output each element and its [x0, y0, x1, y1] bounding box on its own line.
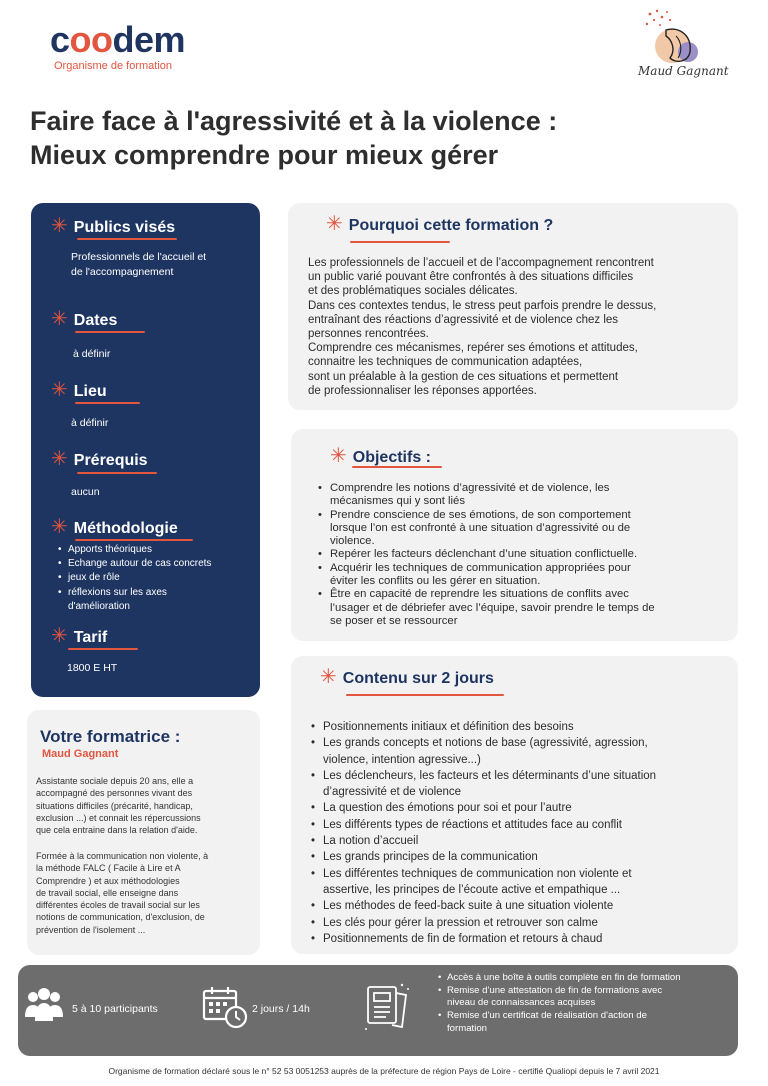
methodologie-heading: ✳ Méthodologie	[51, 516, 178, 538]
partner-name: Maud Gagnant	[638, 64, 729, 78]
heading-underline	[75, 539, 193, 541]
list-item: • Prendre conscience de ses émotions, de son comportement lorsque l’on est confronté à une situation d’agressivité ou de violence.	[318, 509, 718, 549]
formatrice-name: Maud Gagnant	[42, 748, 119, 760]
list-item: • Comprendre les notions d’agressivité et de violence, les mécanismes qui y sont liés	[318, 482, 718, 509]
list-item: • réflexions sur les axes d'amélioration	[58, 586, 211, 614]
heading-underline	[77, 238, 177, 240]
list-item: • Echange autour de cas concrets	[58, 557, 211, 571]
heading-underline	[352, 466, 442, 468]
dates-heading: ✳ Dates	[51, 308, 118, 330]
asterisk-icon: ✳	[51, 625, 68, 647]
pourquoi-text: Les professionnels de l’accueil et de l’accompagnement rencontrent un public varié pouvant être confrontés à des situations difficiles et des problématiques sociales délicates. Dans ces contextes tendus, le stress peut parfois prendre le dessus, entraînant des réactions d’agressivité et de violence chez les personnes rencontrées. Comprendre ces mécanismes, repérer ses émotions et attitudes, connaitre les techniques de communication adaptées, sont un préalable à la gestion de ces situations et permettent de professionnaliser les réponses apportées.	[308, 257, 657, 397]
asterisk-icon: ✳	[320, 666, 337, 688]
calendar-clock-icon	[202, 985, 248, 1029]
methodologie-list	[58, 543, 211, 614]
list-item: • Les différents types de réactions et attitudes face au conflit	[311, 817, 726, 833]
asterisk-icon: ✳	[51, 448, 68, 470]
dates-text: à définir	[73, 348, 111, 360]
page-title	[30, 104, 557, 172]
info-bar	[18, 965, 738, 1056]
prerequis-text: aucun	[71, 486, 100, 498]
lieu-text: à définir	[71, 417, 109, 429]
asterisk-icon: ✳	[326, 213, 343, 235]
formatrice-heading: Votre formatrice :	[40, 727, 181, 746]
participants-text: 5 à 10 participants	[72, 1003, 158, 1015]
pourquoi-heading: ✳ Pourquoi cette formation ?	[326, 213, 554, 235]
duration-text: 2 jours / 14h	[252, 1003, 310, 1015]
documents-icon	[362, 979, 412, 1037]
list-item: • Positionnements initiaux et définition des besoins	[311, 719, 726, 735]
list-item: • Positionnements de fin de formation et retours à chaud	[311, 931, 726, 947]
list-item: • Remise d'un certificat de réalisation d'action de formation	[438, 1010, 738, 1035]
heading-underline	[75, 331, 145, 333]
list-item: • Acquérir les techniques de communication appropriées pour éviter les conflits ou les gérer en situation.	[318, 562, 718, 589]
list-item: • Être en capacité de reprendre les situations de conflits avec l’usager et de débriefer avec l’équipe, savoir prendre le temps de se poser et se ressourcer	[318, 588, 718, 628]
heading-underline	[75, 402, 140, 404]
heading-underline	[346, 694, 504, 696]
list-item: • Les grands principes de la communication	[311, 849, 726, 865]
asterisk-icon: ✳	[51, 308, 68, 330]
title-line-1: Faire face à l'agressivité et à la violence :	[30, 106, 558, 136]
list-item: • La question des émotions pour soi et pour l’autre	[311, 800, 726, 816]
asterisk-icon: ✳	[51, 215, 68, 237]
footer-legal: Organisme de formation déclaré sous le n° 52 53 0051253 auprès de la préfecture de région Pays de Loire - certifié Qualiopi depuis le 7 avril 2021	[108, 1066, 660, 1076]
list-item: • Les différentes techniques de communication non violente et assertive, les principes de l’écoute active et empathique ...	[311, 866, 726, 899]
asterisk-icon: ✳	[51, 516, 68, 538]
prerequis-heading: ✳ Prérequis	[51, 448, 148, 470]
logo-wordmark: coodem	[50, 19, 186, 60]
list-item: • Les méthodes de feed-back suite à une situation violente	[311, 898, 726, 914]
list-item: • Les déclencheurs, les facteurs et les déterminants d’une situation d’agressivité et de violence	[311, 768, 726, 801]
publics-heading: ✳ Publics visés	[51, 215, 176, 237]
list-item: • Les clés pour gérer la pression et retrouver son calme	[311, 915, 726, 931]
heading-underline	[68, 648, 138, 650]
people-icon	[24, 987, 64, 1025]
formatrice-bio-1: Assistante sociale depuis 20 ans, elle a accompagné des personnes vivant des situations difficiles (précarité, handicap, exclusion ...) et connait les répercussions que cela entraine dans la relation d'aide.	[36, 776, 201, 836]
publics-text: Professionnels de l'accueil et de l'accompagnement	[71, 251, 207, 278]
title-line-2: Mieux comprendre pour mieux gérer	[30, 140, 499, 170]
asterisk-icon: ✳	[330, 445, 347, 467]
contenu-list	[311, 719, 726, 947]
list-item: • Les grands concepts et notions de base (agressivité, agression, violence, intention agressive...)	[311, 735, 726, 768]
asterisk-icon: ✳	[51, 379, 68, 401]
bottom-info-list	[438, 972, 738, 1036]
logo-subtitle: Organisme de formation	[54, 60, 172, 72]
list-item: • La notion d’accueil	[311, 833, 726, 849]
list-item: • Accès à une boîte à outils complète en fin de formation	[438, 972, 738, 985]
list-item: • Repérer les facteurs déclenchant d’une situation conflictuelle.	[318, 548, 718, 561]
list-item: • jeux de rôle	[58, 571, 211, 585]
coodem-logo	[50, 19, 186, 72]
formatrice-bio-2: Formée à la communication non violente, à la méthode FALC ( Facile à Lire et A Comprendre ) et aux méthodologies de travail social, elle enseigne dans différentes écoles de travail social sur les notions de communication, d'exclusion, de prévention de l'isolement ...	[36, 851, 209, 935]
contenu-heading: ✳ Contenu sur 2 jours	[320, 666, 494, 688]
lieu-heading: ✳ Lieu	[51, 379, 107, 401]
objectifs-heading: ✳ Objectifs :	[330, 445, 431, 467]
list-item: • Remise d'une attestation de fin de formations avec niveau de connaissances acquises	[438, 985, 738, 1010]
tarif-heading: ✳ Tarif	[51, 625, 108, 647]
tarif-text: 1800 E HT	[67, 662, 118, 674]
objectifs-list	[318, 482, 718, 628]
heading-underline	[350, 241, 450, 243]
list-item: • Apports théoriques	[58, 543, 211, 557]
heading-underline	[77, 472, 157, 474]
